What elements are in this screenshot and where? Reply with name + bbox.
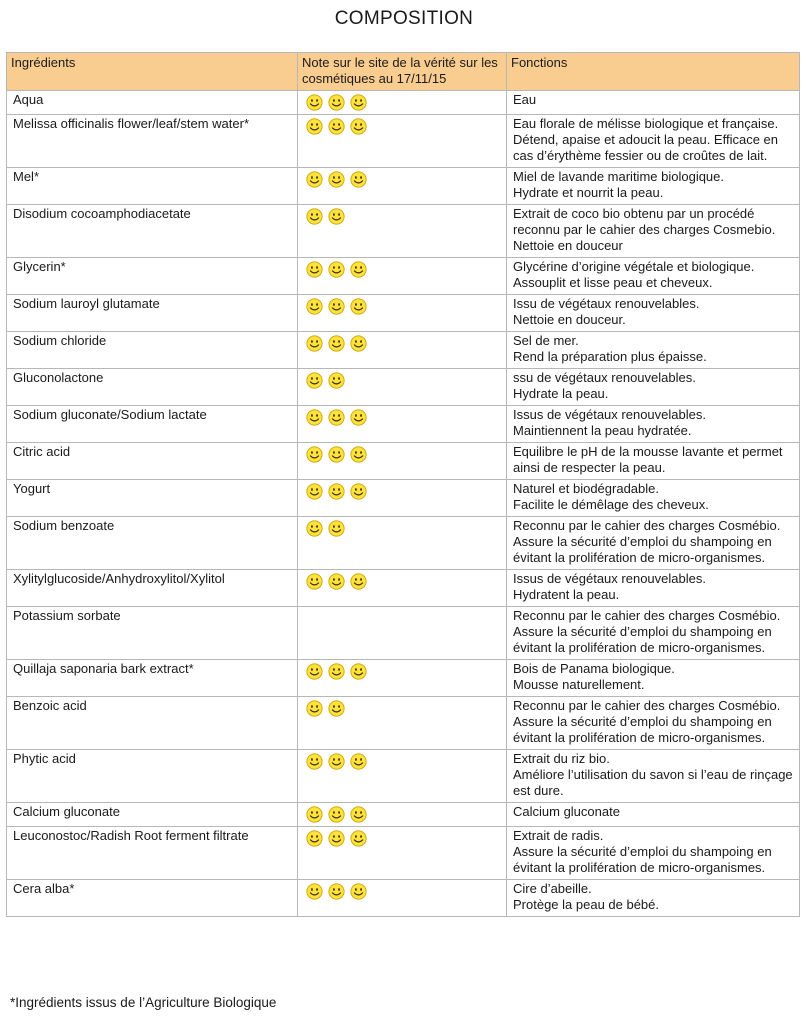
rating-cell <box>298 880 507 917</box>
smiley-icon <box>306 118 323 135</box>
smiley-icon <box>306 700 323 717</box>
ingredient-name: Mel* <box>7 168 298 205</box>
function-line: ssu de végétaux renouvelables. <box>513 370 696 385</box>
smiley-icon <box>306 372 323 389</box>
smiley-icon <box>350 663 367 680</box>
function-line: Extrait de coco bio obtenu par un procédé reconnu par le cahier des charges Cosmebio. <box>513 206 776 237</box>
smiley-icon <box>306 573 323 590</box>
functions-cell <box>507 827 800 880</box>
functions-cell <box>507 517 800 570</box>
rating-cell <box>298 827 507 880</box>
functions-cell <box>507 406 800 443</box>
function-line: Reconnu par le cahier des charges Cosmébio. <box>513 608 781 623</box>
smiley-icon <box>350 409 367 426</box>
ingredient-name: Leuconostoc/Radish Root ferment filtrate <box>7 827 298 880</box>
smiley-icon <box>306 663 323 680</box>
smiley-icon <box>350 335 367 352</box>
table-row <box>7 443 800 480</box>
ingredient-name: Yogurt <box>7 480 298 517</box>
smiley-icon <box>328 573 345 590</box>
smiley-icon <box>328 753 345 770</box>
functions-cell <box>507 607 800 660</box>
functions-cell <box>507 443 800 480</box>
function-line: Mousse naturellement. <box>513 677 645 692</box>
smiley-icon <box>306 409 323 426</box>
smiley-icon <box>306 883 323 900</box>
smiley-icon <box>328 335 345 352</box>
smiley-icon <box>328 700 345 717</box>
smiley-icon <box>350 483 367 500</box>
rating-cell <box>298 205 507 258</box>
function-line: Issu de végétaux renouvelables. <box>513 296 700 311</box>
rating-cell <box>298 443 507 480</box>
smiley-icon <box>328 208 345 225</box>
footnote: *Ingrédients issus de l’Agriculture Biologique <box>10 995 277 1010</box>
rating-cell <box>298 115 507 168</box>
smiley-icon <box>328 806 345 823</box>
smiley-icon <box>306 298 323 315</box>
function-line: Miel de lavande maritime biologique. <box>513 169 725 184</box>
function-line: Maintiennent la peau hydratée. <box>513 423 692 438</box>
functions-cell <box>507 168 800 205</box>
functions-cell <box>507 115 800 168</box>
smiley-icon <box>306 208 323 225</box>
smiley-icon <box>350 118 367 135</box>
table-row <box>7 827 800 880</box>
table-row <box>7 607 800 660</box>
rating-cell <box>298 570 507 607</box>
ingredient-name: Cera alba* <box>7 880 298 917</box>
table-row <box>7 91 800 115</box>
function-line: Protège la peau de bébé. <box>513 897 660 912</box>
rating-cell <box>298 660 507 697</box>
rating-cell <box>298 91 507 115</box>
ingredient-name: Calcium gluconate <box>7 803 298 827</box>
function-line: Naturel et biodégradable. <box>513 481 659 496</box>
table-row <box>7 517 800 570</box>
smiley-icon <box>328 483 345 500</box>
smiley-icon <box>306 483 323 500</box>
smiley-icon <box>328 298 345 315</box>
function-line: Eau <box>513 92 537 107</box>
table-row <box>7 168 800 205</box>
ingredient-name: Phytic acid <box>7 750 298 803</box>
function-line: Assouplit et lisse peau et cheveux. <box>513 275 713 290</box>
ingredient-name: Citric acid <box>7 443 298 480</box>
function-line: Cire d’abeille. <box>513 881 592 896</box>
table-row <box>7 115 800 168</box>
table-row <box>7 332 800 369</box>
function-line: Glycérine d’origine végétale et biologique. <box>513 259 755 274</box>
function-line: Extrait de radis. <box>513 828 604 843</box>
ingredient-name: Benzoic acid <box>7 697 298 750</box>
smiley-icon <box>350 171 367 188</box>
smiley-icon <box>306 261 323 278</box>
smiley-icon <box>328 446 345 463</box>
table-row <box>7 803 800 827</box>
function-line: Hydrate la peau. <box>513 386 609 401</box>
ingredient-name: Glycerin* <box>7 258 298 295</box>
function-line: Bois de Panama biologique. <box>513 661 675 676</box>
functions-cell <box>507 750 800 803</box>
rating-cell <box>298 750 507 803</box>
function-line: Facilite le démêlage des cheveux. <box>513 497 709 512</box>
header-rating: Note sur le site de la vérité sur les cosmétiques au 17/11/15 <box>298 53 507 91</box>
functions-cell <box>507 570 800 607</box>
function-line: Issus de végétaux renouvelables. <box>513 571 706 586</box>
function-line: Nettoie en douceur <box>513 238 623 253</box>
ingredient-name: Sodium chloride <box>7 332 298 369</box>
functions-cell <box>507 803 800 827</box>
smiley-icon <box>306 520 323 537</box>
smiley-icon <box>350 806 367 823</box>
smiley-icon <box>328 663 345 680</box>
table-row <box>7 205 800 258</box>
function-line: Sel de mer. <box>513 333 579 348</box>
ingredient-name: Potassium sorbate <box>7 607 298 660</box>
smiley-icon <box>328 94 345 111</box>
ingredient-name: Sodium lauroyl glutamate <box>7 295 298 332</box>
function-line: Améliore l’utilisation du savon si l’eau de rinçage est dure. <box>513 767 793 798</box>
table-row <box>7 570 800 607</box>
functions-cell <box>507 295 800 332</box>
ingredient-name: Melissa officinalis flower/leaf/stem water* <box>7 115 298 168</box>
smiley-icon <box>306 830 323 847</box>
function-line: Issus de végétaux renouvelables. <box>513 407 706 422</box>
rating-cell <box>298 517 507 570</box>
table-body <box>7 91 800 917</box>
rating-cell <box>298 406 507 443</box>
rating-cell <box>298 607 507 660</box>
composition-table <box>6 52 800 917</box>
function-line: Assure la sécurité d’emploi du shampoing en évitant la prolifération de micro-organismes. <box>513 714 772 745</box>
table-row <box>7 480 800 517</box>
smiley-icon <box>350 261 367 278</box>
smiley-icon <box>328 520 345 537</box>
rating-cell <box>298 369 507 406</box>
functions-cell <box>507 369 800 406</box>
functions-cell <box>507 205 800 258</box>
smiley-icon <box>328 372 345 389</box>
table-row <box>7 880 800 917</box>
smiley-icon <box>350 573 367 590</box>
rating-cell <box>298 332 507 369</box>
smiley-icon <box>306 753 323 770</box>
function-line: Assure la sécurité d’emploi du shampoing en évitant la prolifération de micro-organismes. <box>513 844 772 875</box>
smiley-icon <box>328 171 345 188</box>
smiley-icon <box>328 118 345 135</box>
function-line: Assure la sécurité d’emploi du shampoing en évitant la prolifération de micro-organismes. <box>513 534 772 565</box>
function-line: Nettoie en douceur. <box>513 312 626 327</box>
functions-cell <box>507 332 800 369</box>
function-line: Extrait du riz bio. <box>513 751 610 766</box>
rating-cell <box>298 258 507 295</box>
smiley-icon <box>350 883 367 900</box>
ingredient-name: Gluconolactone <box>7 369 298 406</box>
function-line: Reconnu par le cahier des charges Cosmébio. <box>513 518 781 533</box>
ingredient-name: Sodium benzoate <box>7 517 298 570</box>
smiley-icon <box>306 806 323 823</box>
header-ingredients: Ingrédients <box>7 53 298 91</box>
table-row <box>7 258 800 295</box>
page-title: COMPOSITION <box>334 8 474 29</box>
header-functions: Fonctions <box>507 53 800 91</box>
ingredient-name: Aqua <box>7 91 298 115</box>
smiley-icon <box>306 171 323 188</box>
rating-cell <box>298 295 507 332</box>
smiley-icon <box>328 883 345 900</box>
rating-cell <box>298 697 507 750</box>
function-line: Reconnu par le cahier des charges Cosmébio. <box>513 698 781 713</box>
table-row <box>7 750 800 803</box>
smiley-icon <box>328 409 345 426</box>
ingredient-name: Quillaja saponaria bark extract* <box>7 660 298 697</box>
ingredient-name: Disodium cocoamphodiacetate <box>7 205 298 258</box>
function-line: Rend la préparation plus épaisse. <box>513 349 707 364</box>
functions-cell <box>507 697 800 750</box>
table-row <box>7 697 800 750</box>
functions-cell <box>507 480 800 517</box>
ingredient-name: Sodium gluconate/Sodium lactate <box>7 406 298 443</box>
table-row <box>7 660 800 697</box>
smiley-icon <box>306 446 323 463</box>
table-row <box>7 406 800 443</box>
function-line: Equilibre le pH de la mousse lavante et permet ainsi de respecter la peau. <box>513 444 783 475</box>
table-row <box>7 295 800 332</box>
functions-cell <box>507 91 800 115</box>
function-line: Calcium gluconate <box>513 804 620 819</box>
ingredient-name: Xylitylglucoside/Anhydroxylitol/Xylitol <box>7 570 298 607</box>
smiley-icon <box>306 94 323 111</box>
table-row <box>7 369 800 406</box>
function-line: Assure la sécurité d’emploi du shampoing en évitant la prolifération de micro-organismes. <box>513 624 772 655</box>
functions-cell <box>507 880 800 917</box>
smiley-icon <box>350 446 367 463</box>
smiley-icon <box>350 298 367 315</box>
table-header-row <box>7 53 800 91</box>
function-line: Hydrate et nourrit la peau. <box>513 185 664 200</box>
rating-cell <box>298 168 507 205</box>
function-line: Hydratent la peau. <box>513 587 620 602</box>
smiley-icon <box>328 261 345 278</box>
smiley-icon <box>306 335 323 352</box>
smiley-icon <box>350 753 367 770</box>
rating-cell <box>298 803 507 827</box>
rating-cell <box>298 480 507 517</box>
smiley-icon <box>328 830 345 847</box>
smiley-icon <box>350 94 367 111</box>
function-line: Eau florale de mélisse biologique et française. Détend, apaise et adoucit la peau. Efficace en cas d’érythème fessier ou de croûtes de lait. <box>513 116 779 163</box>
functions-cell <box>507 258 800 295</box>
functions-cell <box>507 660 800 697</box>
smiley-icon <box>350 830 367 847</box>
